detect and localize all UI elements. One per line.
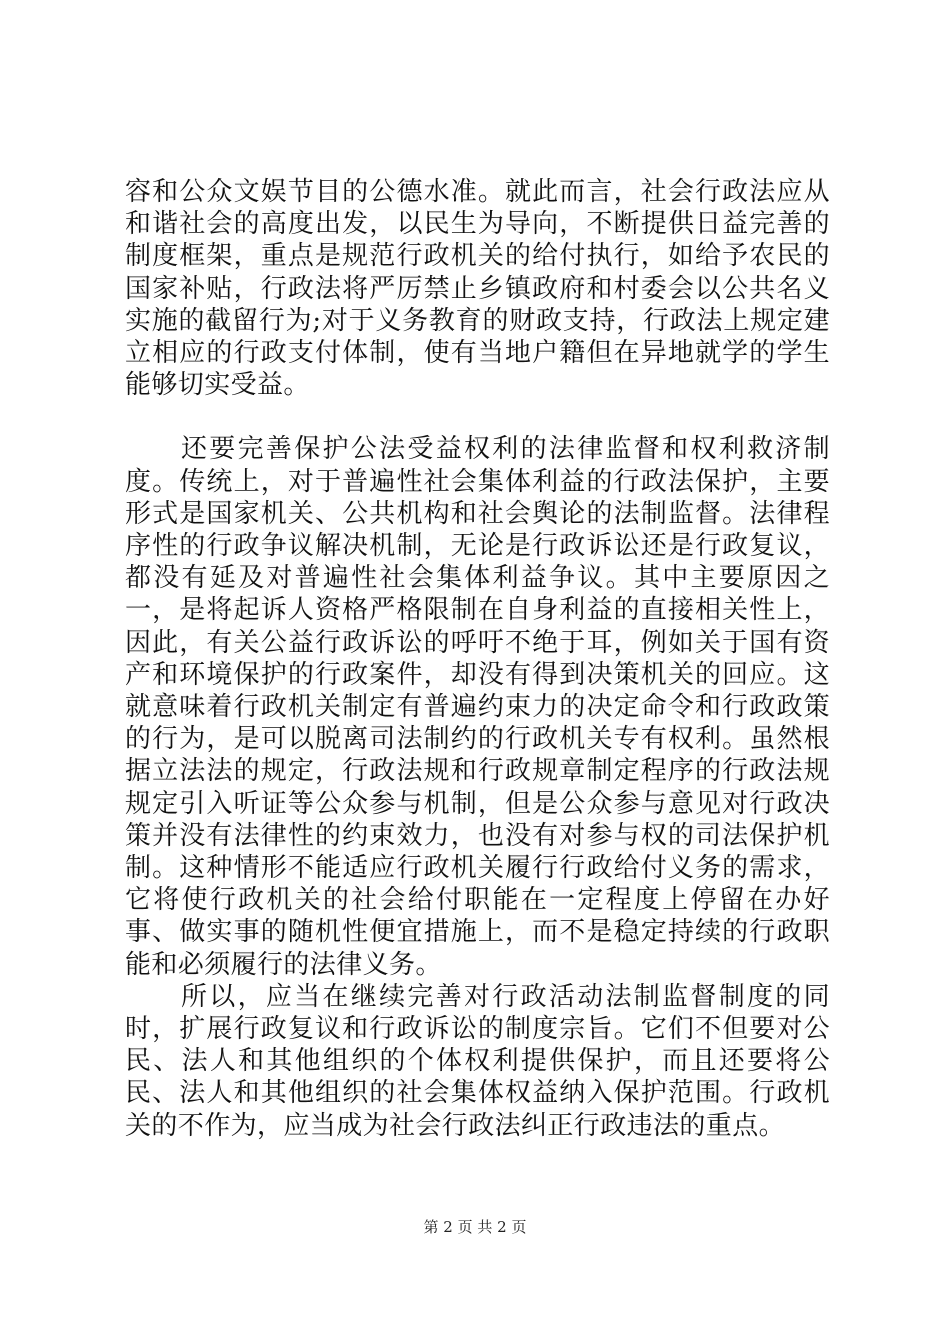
paragraph-continued: 容和公众文娱节目的公德水准。就此而言，社会行政法应从和谐社会的高度出发，以民生为导向，不断提供日益完善的制度框架，重点是规范行政机关的给付执行，如给予农民的国家补贴，行政法将严厉禁止乡镇政府和村委会以公共名义实施的截留行为;对于义务教育的财政支持，行政法上规定建立相应的行政支付体制，使有当地户籍但在异地就学的学生能够切实受益。 — [125, 177, 830, 401]
paragraph-legal-supervision: 还要完善保护公法受益权利的法律监督和权利救济制度。传统上，对于普遍性社会集体利益的行政法保护，主要形式是国家机关、公共机构和社会舆论的法制监督。法律程序性的行政争议解决机制，无论是行政诉讼还是行政复议，都没有延及对普遍性社会集体利益争议。其中主要原因之一，是将起诉人资格严格限制在自身利益的直接相关性上，因此，有关公益行政诉讼的呼吁不绝于耳，例如关于国有资产和环境保护的行政案件，却没有得到决策机关的回应。这就意味着行政机关制定有普遍约束力的决定命令和行政政策的行为，是可以脱离司法制约的行政机关专有权利。虽然根据立法法的规定，行政法规和行政规章制定程序的行政法规规定引入听证等公众参与机制，但是公众参与意见对行政决策并没有法律性的约束效力，也没有对参与权的司法保护机制。这种情形不能适应行政机关履行行政给付义务的需求，它将使行政机关的社会给付职能在一定程度上停留在办好事、做实事的随机性便宜措施上，而不是稳定持续的行政职能和必须履行的法律义务。 — [125, 434, 830, 980]
paragraph-conclusion: 所以，应当在继续完善对行政活动法制监督制度的同时，扩展行政复议和行政诉讼的制度宗旨。它们不但要对公民、法人和其他组织的个体权利提供保护，而且还要将公民、法人和其他组织的社会集体权益纳入保护范围。行政机关的不作为，应当成为社会行政法纠正行政违法的重点。 — [125, 981, 830, 1141]
document-body — [125, 176, 830, 1142]
paragraph-gap — [125, 401, 830, 433]
page-number-footer: 第 2 页 共 2 页 — [423, 1218, 527, 1236]
